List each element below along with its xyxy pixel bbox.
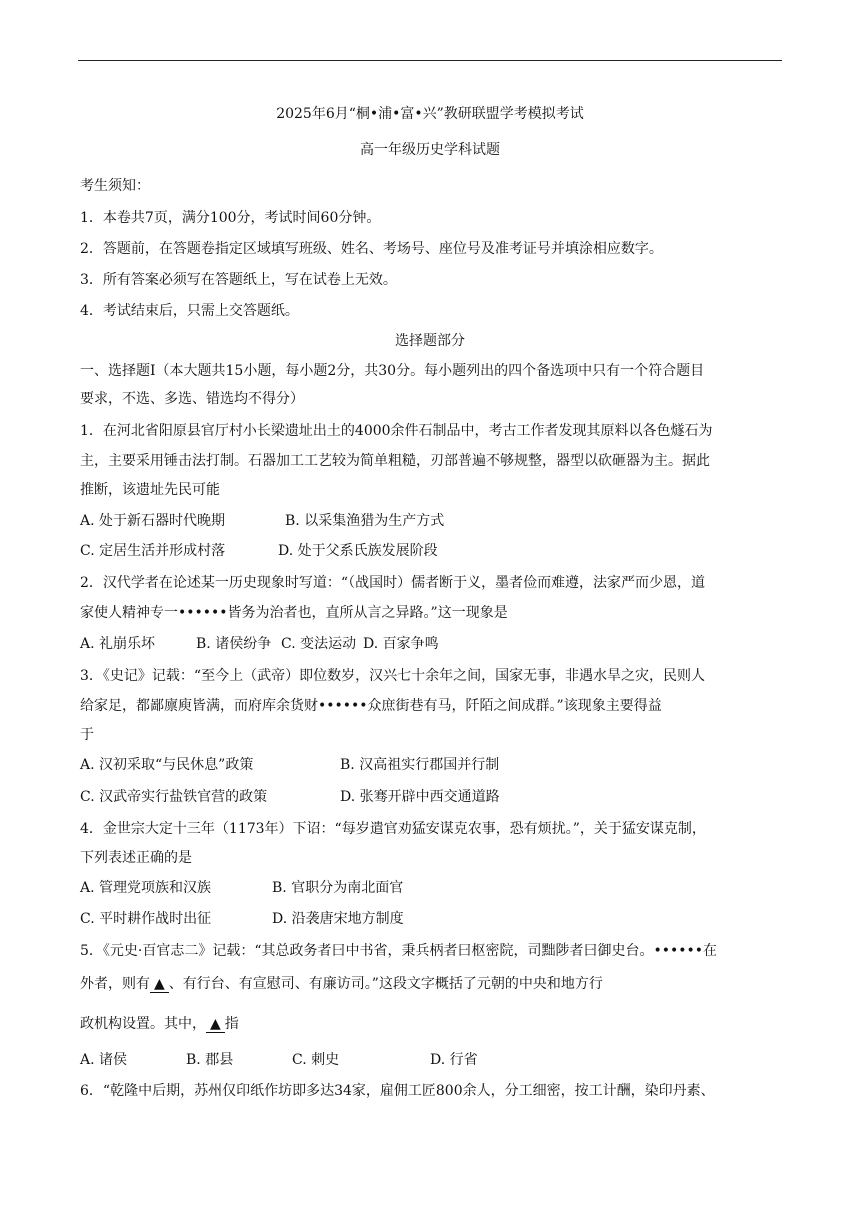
option-d[interactable]: D. 行省	[430, 1052, 478, 1068]
option-a[interactable]: A. 诸侯	[80, 1052, 128, 1068]
option-d[interactable]: D. 处于父系氏族发展阶段	[278, 543, 438, 559]
exam-title: 2025年6月“桐•浦•富•兴”教研联盟学考模拟考试	[276, 106, 584, 122]
question-5-text: 外者，则有 ▲ 、有行台、有宣慰司、有廉访司。”这段文字概括了元朝的中央和地方行	[80, 976, 603, 992]
notice-heading: 考生须知：	[80, 178, 150, 194]
notice-item: 3．所有答案必须写在答题纸上，写在试卷上无效。	[80, 272, 397, 288]
answer-blank: ▲	[206, 1016, 225, 1033]
header-rule	[78, 60, 782, 61]
question-5-text: 5．《元史·百官志二》记载：“其总政务者曰中书省，秉兵柄者曰枢密院，司黜陟者曰御史台。••••••在	[80, 943, 718, 959]
option-d[interactable]: D. 张骞开辟中西交通道路	[340, 789, 500, 805]
option-c[interactable]: C. 定居生活并形成村落	[80, 543, 226, 559]
option-c[interactable]: C. 汉武帝实行盐铁官营的政策	[80, 789, 268, 805]
question-3-text: 给家足，都鄙廪庾皆满，而府库余货财••••••众庶街巷有马，阡陌之间成群。”该现象主要得益	[80, 698, 662, 714]
option-d[interactable]: D. 百家争鸣	[363, 636, 439, 652]
question-2-options	[80, 634, 439, 654]
option-b[interactable]: B. 官职分为南北面官	[272, 880, 404, 896]
question-4-text: 下列表述正确的是	[80, 850, 192, 866]
option-b[interactable]: B. 汉高祖实行郡国并行制	[340, 757, 500, 773]
section-instructions: 一、选择题Ⅰ（本大题共15小题，每小题2分，共30分。每小题列出的四个备选项中只有一个符合题目	[80, 363, 705, 379]
option-a[interactable]: A. 处于新石器时代晚期	[80, 513, 226, 529]
question-5-options	[80, 1050, 478, 1070]
option-c[interactable]: C. 变法运动	[281, 636, 357, 652]
answer-blank: ▲	[150, 976, 169, 993]
question-1-options	[80, 541, 438, 561]
option-b[interactable]: B. 诸侯纷争	[196, 636, 272, 652]
question-3-text: 于	[80, 727, 94, 743]
question-1-text: 推断，该遗址先民可能	[80, 482, 220, 498]
question-3-options	[80, 755, 499, 775]
question-3-options	[80, 787, 500, 807]
notice-item: 4．考试结束后，只需上交答题纸。	[80, 303, 299, 319]
option-a[interactable]: A. 管理党项族和汉族	[80, 880, 212, 896]
option-b[interactable]: B. 以采集渔猎为生产方式	[285, 513, 445, 529]
question-1-text: 主，主要采用锤击法打制。石器加工工艺较为简单粗糙，刃部普遍不够规整，器型以砍砸器为主。据此	[80, 453, 710, 469]
option-c[interactable]: C. 刺史	[292, 1052, 340, 1068]
option-b[interactable]: B. 郡县	[186, 1052, 234, 1068]
question-4-options	[80, 909, 404, 929]
question-5-text: 政机构设置。其中， ▲ 指	[80, 1016, 239, 1032]
section-instructions: 要求，不选、多选、错选均不得分）	[80, 391, 304, 407]
option-a[interactable]: A. 汉初采取“与民休息”政策	[80, 757, 254, 773]
question-3-text: 3．《史记》记载：“至今上（武帝）即位数岁，汉兴七十余年之间，国家无事，非遇水旱之灾，民则人	[80, 668, 706, 684]
question-1-text: 1．在河北省阳原县官厅村小长梁遗址出土的4000余件石制品中，考古工作者发现其原料以各色燧石为	[80, 423, 713, 439]
question-4-options	[80, 878, 403, 898]
exam-subtitle: 高一年级历史学科试题	[360, 142, 500, 158]
question-6-text: 6．“乾隆中后期，苏州仅印纸作坊即多达34家，雇佣工匠800余人，分工细密，按工计酬，染印丹素、	[80, 1083, 715, 1099]
section-title: 选择题部分	[395, 333, 465, 349]
question-2-text: 家使人精神专一••••••皆务为治者也，直所从言之异路。”这一现象是	[80, 605, 508, 621]
notice-item: 2．答题前，在答题卷指定区域填写班级、姓名、考场号、座位号及准考证号并填涂相应数字。	[80, 241, 663, 257]
question-2-text: 2．汉代学者在论述某一历史现象时写道：“（战国时）儒者断于义，墨者俭而难遵，法家严而少恩，道	[80, 575, 706, 591]
question-1-options	[80, 511, 444, 531]
notice-item: 1．本卷共7页，满分100分，考试时间60分钟。	[80, 210, 381, 226]
option-c[interactable]: C. 平时耕作战时出征	[80, 911, 212, 927]
question-4-text: 4．金世宗大定十三年（1173年）下诏：“每岁遣官劝猛安谋克农事，恐有烦扰。”，关于猛安谋克制，	[80, 821, 706, 837]
option-a[interactable]: A. 礼崩乐坏	[80, 636, 156, 652]
option-d[interactable]: D. 沿袭唐宋地方制度	[272, 911, 404, 927]
